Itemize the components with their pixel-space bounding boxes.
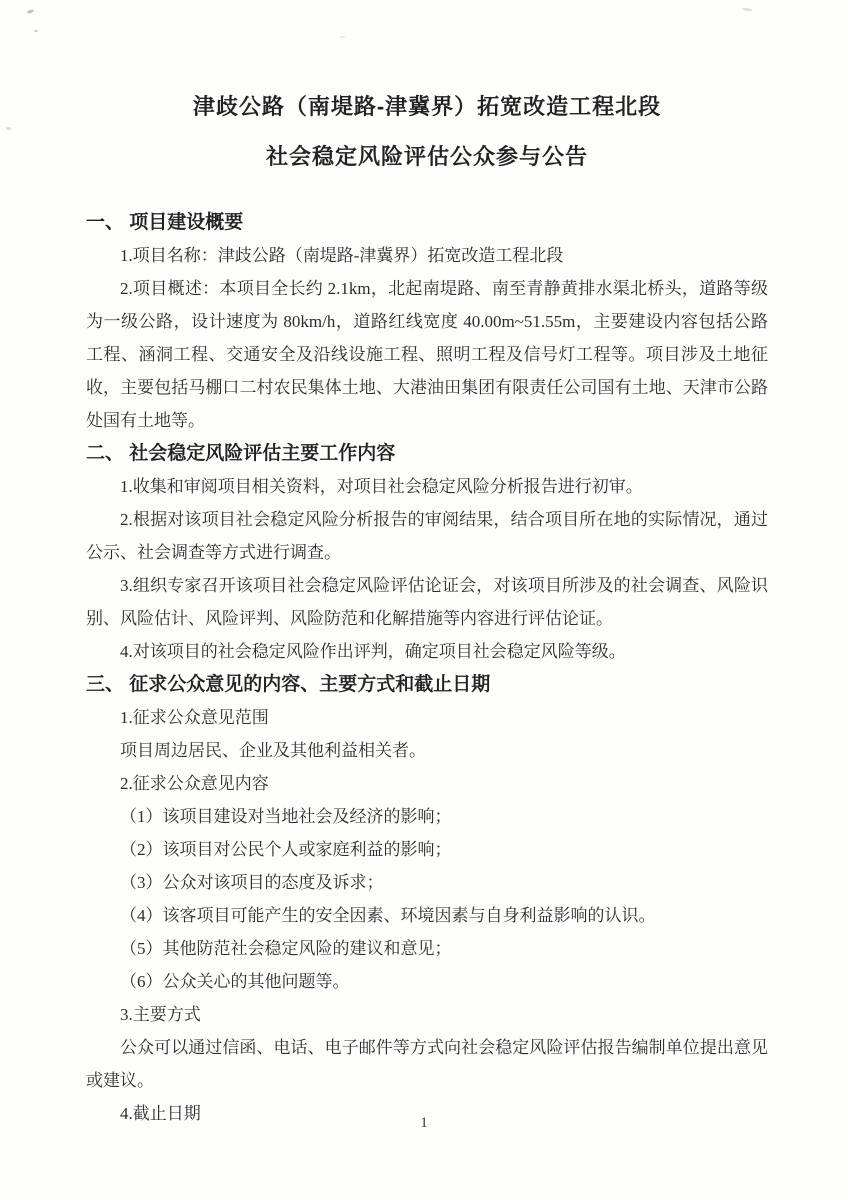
section-3-item-5: （5）其他防范社会稳定风险的建议和意见； <box>120 939 452 958</box>
section-3-paragraph-1: 1.征求公众意见范围 <box>120 708 269 727</box>
section-1-paragraph-2: 2.项目概述：本项目全长约 2.1km，北起南堤路、南至青静黄排水渠北桥头，道路等级为一级公路，设计速度为 80km/h，道路红线宽度 40.00m~51.55m，主要建设内容包括公路工程、涵洞工程、交通安全及沿线设施工程、照明工程及信号灯工程等。项目涉及土地征收，主要包括马棚口二村农民集体土地、大港油田集团有限责任公司国有土地、天津市公路处国有土地等。 <box>86 279 768 430</box>
document-title-line2: 社会稳定风险评估公众参与公告 <box>265 144 588 169</box>
page-number: 1 <box>420 1115 428 1131</box>
section-3-item-6: （6）公众关心的其他问题等。 <box>120 972 350 991</box>
section-3-paragraph-3: 2.征求公众意见内容 <box>120 774 269 793</box>
section-3-item-1: （1）该项目建设对当地社会及经济的影响； <box>120 807 452 826</box>
section-2-paragraph-2: 2.根据对该项目社会稳定风险分析报告的审阅结果，结合项目所在地的实际情况，通过公示、社会调查等方式进行调查。 <box>86 510 768 562</box>
section-3-item-2: （2）该项目对公民个人或家庭利益的影响； <box>120 840 452 859</box>
section-3-heading: 三、 征求公众意见的内容、主要方式和截止日期 <box>86 674 491 695</box>
section-2-heading: 二、 社会稳定风险评估主要工作内容 <box>86 443 396 464</box>
section-2-paragraph-3: 3.组织专家召开该项目社会稳定风险评估论证会，对该项目所涉及的社会调查、风险识别、风险估计、风险评判、风险防范和化解措施等内容进行评估论证。 <box>86 576 768 628</box>
document-body <box>86 0 768 1130</box>
section-3-paragraph-2: 项目周边居民、企业及其他利益相关者。 <box>120 741 426 760</box>
section-3-paragraph-4: 3.主要方式 <box>120 1005 201 1024</box>
scan-artifact <box>27 9 35 14</box>
scan-artifact <box>34 30 38 32</box>
section-1-paragraph-1: 1.项目名称：津歧公路（南堤路-津冀界）拓宽改造工程北段 <box>120 246 564 265</box>
scan-artifact <box>6 127 11 130</box>
section-3-item-3: （3）公众对该项目的态度及诉求； <box>120 873 384 892</box>
section-3-paragraph-5: 公众可以通过信函、电话、电子邮件等方式向社会稳定风险评估报告编制单位提出意见或建议。 <box>86 1038 768 1090</box>
section-3-paragraph-6: 4.截止日期 <box>120 1104 201 1123</box>
section-2-paragraph-4: 4.对该项目的社会稳定风险作出评判，确定项目社会稳定风险等级。 <box>120 642 626 661</box>
section-3-item-4: （4）该客项目可能产生的安全因素、环境因素与自身利益影响的认识。 <box>120 906 656 925</box>
section-2-paragraph-1: 1.收集和审阅项目相关资料，对项目社会稳定风险分析报告进行初审。 <box>120 477 643 496</box>
document-title-line1: 津歧公路（南堤路-津冀界）拓宽改造工程北段 <box>192 94 662 119</box>
section-1-heading: 一、 项目建设概要 <box>86 212 244 233</box>
